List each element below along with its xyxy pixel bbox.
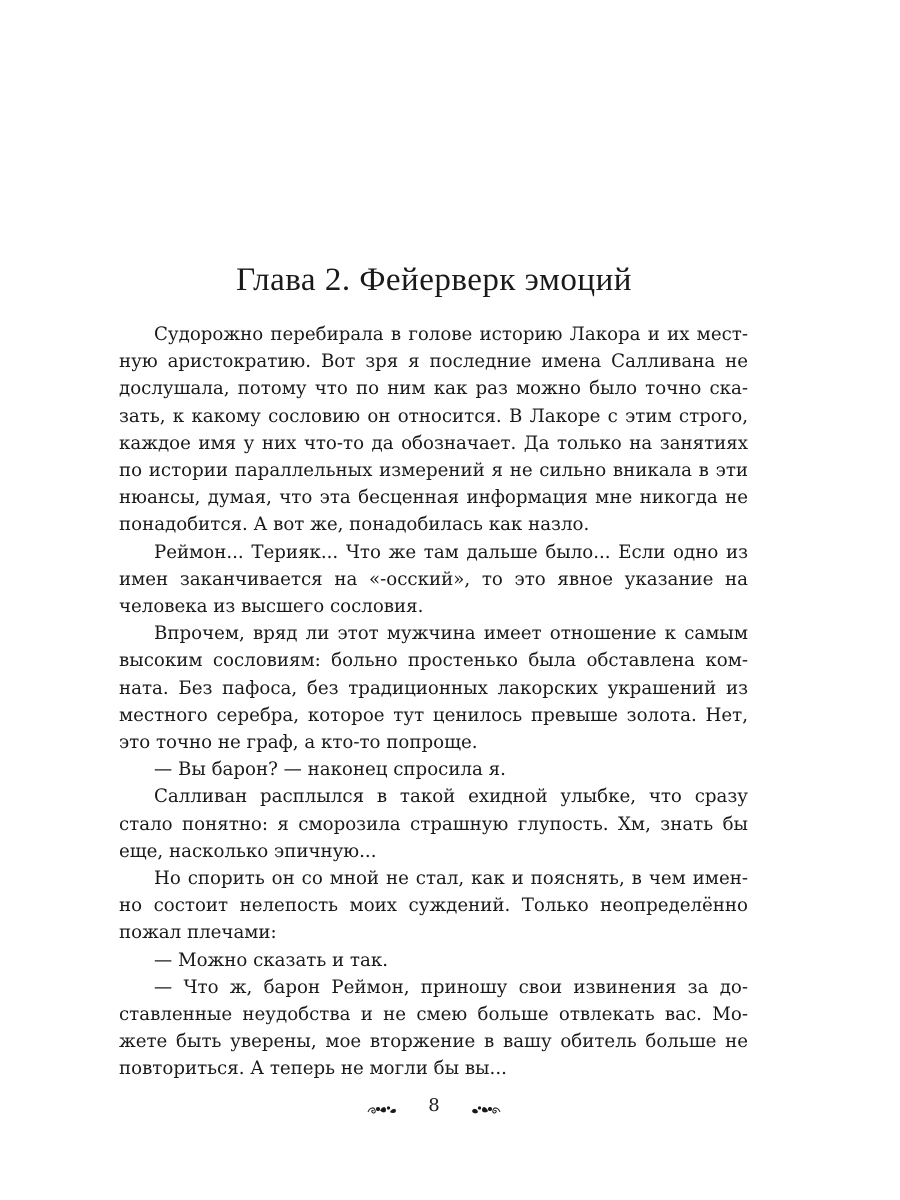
- paragraph: Впрочем, вряд ли этот мужчина имеет отношение к самым высоким сословиям: больно простенько была обставлена комната. Без пафоса, без традиционных лакорских украшений из местного серебра, которое тут ценилось превыше золота. Нет, это точно не граф, а кто-то попроще.: [119, 623, 748, 754]
- page-number: 8: [428, 1095, 440, 1116]
- paragraph: — Можно сказать и так.: [154, 949, 388, 971]
- paragraph: Судорожно перебирала в голове историю Лакора и их местную аристократию. Вот зря я последние имена Салливана не дослушала, потому что по ним как раз можно было точно сказать, к какому сословию он относится. В Лакоре с этим строго, каждое имя у них что-то да обозначает. Да только на занятиях по истории параллельных измерений я не сильно вникала в эти нюансы, думая, что эта бесценная информация мне никогда не понадобится. А вот же, понадобилась как назло.: [119, 324, 748, 536]
- paragraph: — Что ж, барон Реймон, приношу свои извинения за доставленные неудобства и не смею больше отвлекать вас. Можете быть уверены, мое вторжение в вашу обитель больше не повториться. А теперь не могли бы вы...: [119, 976, 748, 1080]
- floral-ornament-left-icon: [367, 1099, 397, 1113]
- paragraph: Салливан расплылся в такой ехидной улыбке, что сразу стало понятно: я сморозила страшную глупость. Хм, знать бы еще, насколько эпичную...: [119, 786, 748, 862]
- floral-ornament-right-icon: [471, 1099, 501, 1113]
- chapter-title: Глава 2. Фейерверк эмоций: [236, 262, 632, 298]
- paragraph: Но спорить он со мной не стал, как и пояснять, в чем именно состоит нелепость моих суждений. Только неопределённо пожал плечами:: [119, 868, 748, 944]
- page-footer: [0, 1093, 868, 1119]
- chapter-body: [119, 321, 748, 1083]
- paragraph: — Вы барон? — наконец спросила я.: [154, 759, 506, 781]
- paragraph: Реймон... Терияк... Что же там дальше было... Если одно из имен заканчивается на «-осский», то это явное указание на человека из высшего сословия.: [119, 541, 748, 618]
